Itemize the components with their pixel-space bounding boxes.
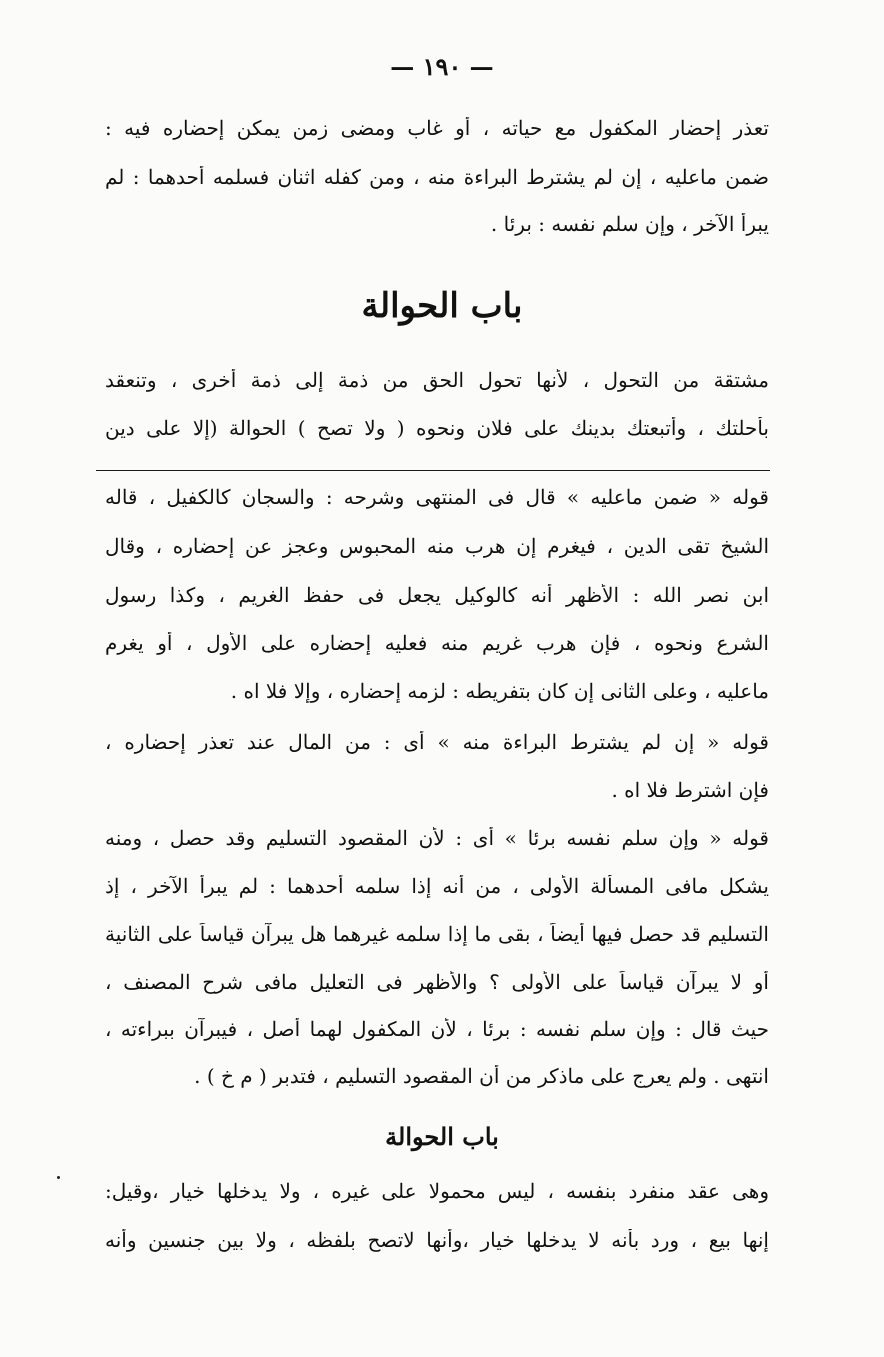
commentary-line: حيث قال : وإن سلم نفسه : برئا ، لأن المكفول لهما أصل ، فيبرآن ببراءته ، [105,1018,769,1041]
commentary-line: قوله « إن لم يشترط البراءة منه » أى : من المال عند تعذر إحضاره ، [105,731,769,754]
commentary-line: فإن اشترط فلا اه . [611,779,769,802]
commentary-subheading: باب الحوالة [385,1122,499,1151]
commentary-line: التسليم قد حصل فيها أيضاً ، بقى ما إذا سلمه غيرهما هل يبرآن قياساً على الثانية [105,923,769,946]
commentary-line: يشكل مافى المسألة الأولى ، من أنه إذا سلمه أحدهما : لم يبرأ الآخر ، إذ [105,875,769,898]
ink-speck [57,1176,60,1179]
commentary-line: انتهى . ولم يعرج على ماذكر من أن المقصود التسليم ، فتدبر ( م خ ) . [194,1065,769,1088]
page-number: — ١٩٠ — [390,52,494,81]
main-text-line: يبرأ الآخر ، وإن سلم نفسه : برئا . [490,213,769,236]
commentary-line: ماعليه ، وعلى الثانى إن كان بتفريطه : لزمه إحضاره ، وإلا فلا اه . [230,680,769,703]
commentary-line: ابن نصر الله : الأظهر أنه كالوكيل يجعل فى حفظ الغريم ، وكذا رسول [105,584,769,607]
commentary-line: أو لا يبرآن قياساً على الأولى ؟ والأظهر فى التعليل مافى شرح المصنف ، [105,971,769,994]
chapter-text-line: بأحلتك ، وأتبعتك بدينك على فلان ونحوه ( ولا تصح ) الحوالة (إلا على دين [105,417,769,440]
commentary-line: قوله « وإن سلم نفسه برئا » أى : لأن المقصود التسليم وقد حصل ، ومنه [105,827,769,850]
commentary-line: وهى عقد منفرد بنفسه ، ليس محمولا على غيره ، ولا يدخلها خيار ،وقيل: [105,1180,769,1203]
chapter-text-line: مشتقة من التحول ، لأنها تحول الحق من ذمة إلى ذمة أخرى ، وتنعقد [105,369,769,392]
main-text-line: ضمن ماعليه ، إن لم يشترط البراءة منه ، ومن كفله اثنان فسلمه أحدهما : لم [105,166,769,189]
commentary-line: الشيخ تقى الدين ، فيغرم إن هرب منه المحبوس وعجز عن إحضاره ، وقال [105,535,769,558]
main-text-line: تعذر إحضار المكفول مع حياته ، أو غاب ومضى زمن يمكن إحضاره فيه : [105,117,769,140]
footnote-divider [96,470,770,471]
commentary-line: الشرع ونحوه ، فإن هرب غريم منه فعليه إحضاره على الأول ، أو يغرم [105,632,769,655]
chapter-title: باب الحوالة [361,286,523,326]
commentary-line: قوله « ضمن ماعليه » قال فى المنتهى وشرحه : والسجان كالكفيل ، قاله [105,486,769,509]
commentary-line: إنها بيع ، ورد بأنه لا يدخلها خيار ،وأنها لاتصح بلفظه ، ولا بين جنسين وأنه [105,1229,769,1252]
